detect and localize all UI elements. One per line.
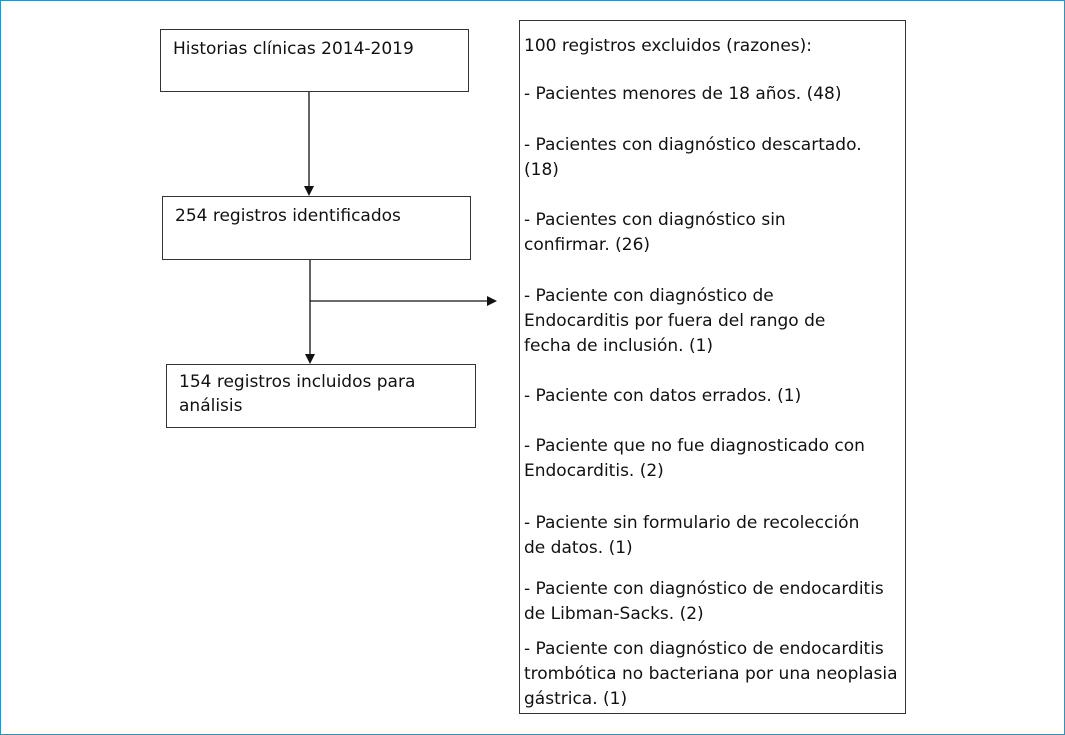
- excluded-reason-line: - Paciente sin formulario de recolección: [524, 513, 860, 533]
- box-incluidos-line-1: 154 registros incluidos para: [179, 372, 416, 392]
- excluded-reason-line: - Pacientes con diagnóstico sin: [524, 210, 786, 230]
- box-registros-excluidos: [519, 20, 906, 714]
- excluded-reason-line: confirmar. (26): [524, 235, 651, 255]
- excluded-reason-line: - Paciente con diagnóstico de endocarditis: [524, 639, 884, 659]
- excluded-title: 100 registros excluidos (razones):: [524, 36, 812, 56]
- excluded-reason-line: gástrica. (1): [524, 689, 628, 709]
- box-incluidos-line-2: análisis: [179, 396, 243, 416]
- excluded-reason-line: - Paciente con diagnóstico de: [524, 286, 774, 306]
- excluded-reason-line: de datos. (1): [524, 538, 633, 558]
- box-historias-line-1: Historias clínicas 2014-2019: [173, 39, 414, 59]
- excluded-reason-line: (18): [524, 160, 559, 180]
- excluded-reason-line: - Pacientes con diagnóstico descartado.: [524, 135, 862, 155]
- excluded-reason-line: de Libman-Sacks. (2): [524, 604, 704, 624]
- excluded-reason-line: trombótica no bacteriana por una neoplasia: [524, 664, 898, 684]
- box-registros-incluidos: [166, 364, 476, 428]
- excluded-reason-line: - Paciente con diagnóstico de endocarditis: [524, 579, 884, 599]
- box-registros-identificados: [162, 196, 471, 260]
- box-historias-clinicas: [160, 29, 469, 92]
- excluded-reason-line: Endocarditis. (2): [524, 461, 664, 481]
- excluded-reason-line: fecha de inclusión. (1): [524, 336, 714, 356]
- excluded-reason-line: Endocarditis por fuera del rango de: [524, 311, 826, 331]
- excluded-reason-line: - Pacientes menores de 18 años. (48): [524, 84, 842, 104]
- box-identificados-line-1: 254 registros identificados: [175, 206, 401, 226]
- excluded-reason-line: - Paciente con datos errados. (1): [524, 386, 802, 406]
- excluded-reason-line: - Paciente que no fue diagnosticado con: [524, 436, 865, 456]
